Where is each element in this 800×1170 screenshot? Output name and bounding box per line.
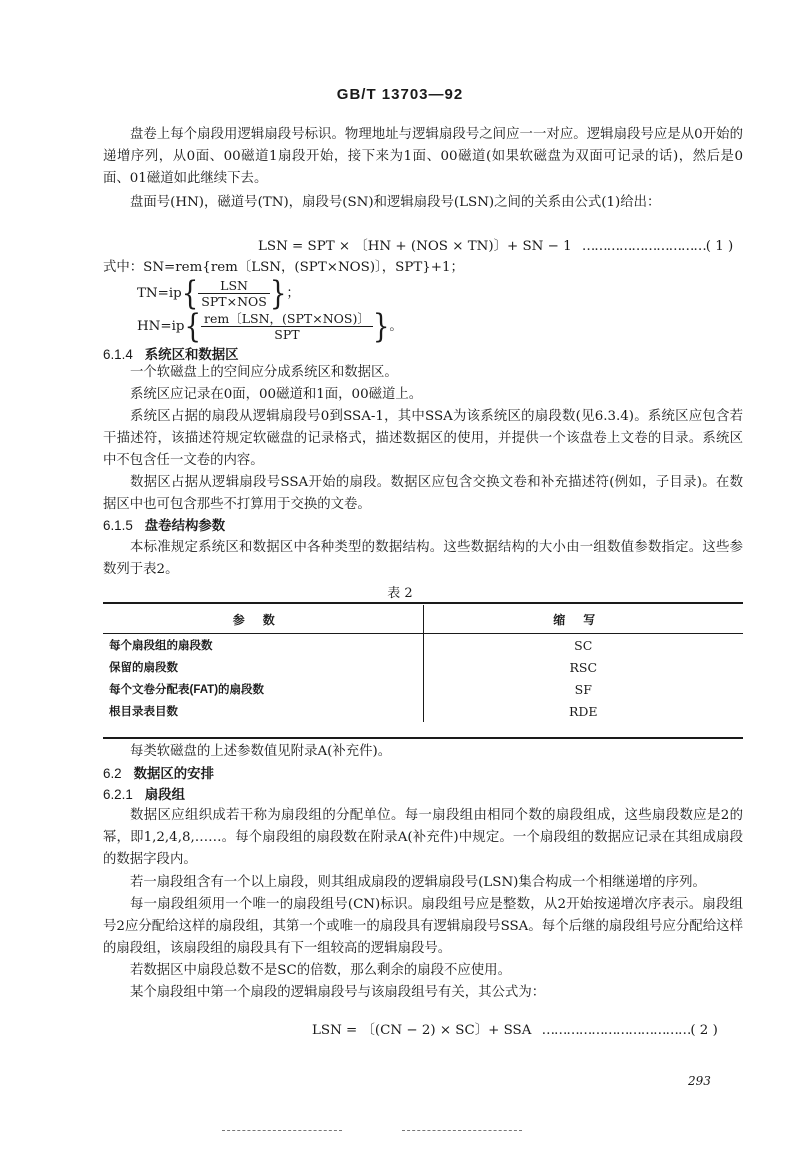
formula-2-number: ( 2 ) — [690, 1023, 718, 1038]
page-number: 293 — [688, 1074, 711, 1088]
column-header-param: 参数 — [103, 605, 423, 634]
paragraph-logical-sector: 盘卷上每个扇段用逻辑扇段号标识。物理地址与逻辑扇段号之间应一一对应。逻辑扇段号应是从0开始的递增序列，从0面、00磁道1扇段开始，接下来为1面、00磁道(如果软磁盘为双面可记录的话)，然后是0面、01磁道如此继续下去。 — [103, 127, 743, 186]
table-row — [103, 678, 743, 700]
section-number: 6.1.4 — [103, 347, 133, 362]
tn-fraction — [198, 278, 270, 309]
table-header-row — [103, 605, 743, 634]
formula-2-body: LSN = 〔(CN − 2) × SC〕+ SSA — [312, 1023, 532, 1038]
section-number: 6.1.5 — [103, 518, 133, 533]
formula-1-body: LSN = SPT × 〔HN + (NOS × TN)〕+ SN − 1 — [258, 239, 572, 254]
tn-numerator: LSN — [198, 278, 270, 294]
table-caption: 表 2 — [387, 586, 413, 601]
paragraph-relation-intro: 盘面号(HN)，磁道号(TN)，扇段号(SN)和逻辑扇段号(LSN)之间的关系由公式(1)给出： — [130, 195, 661, 210]
tn-end: ； — [286, 286, 300, 301]
paragraph: 若一扇段组含有一个以上扇段，则其组成扇段的逻辑扇段号(LSN)集合构成一个相继递增的序列。 — [130, 875, 706, 890]
table-note: 每类软磁盘的上述参数值见附录A(补充件)。 — [130, 744, 392, 759]
section-number: 6.2 — [103, 766, 122, 781]
left-brace: { — [184, 307, 202, 346]
paragraph: 每一扇段组须用一个唯一的扇段组号(CN)标识。扇段组号应是整数，从2开始按递增次序表示。扇段组号2应分配给这样的扇段组，其第一个或唯一的扇段具有逻辑扇段号SSA。每个后继的扇段组号应分配给这样的扇段组，该扇段组的扇段具有下一组较高的逻辑扇段号。 — [103, 897, 743, 956]
hn-fraction — [201, 311, 373, 342]
section-6-2-heading — [103, 764, 214, 785]
hn-lhs: HN=ip — [137, 319, 185, 334]
table-cell-param: 保留的扇段数 — [109, 662, 178, 674]
section-title: 数据区的安排 — [133, 766, 214, 781]
where-hn — [137, 307, 403, 346]
section-number: 6.2.1 — [103, 787, 133, 802]
table-cell-abbr: RSC — [423, 656, 743, 678]
paragraph: 系统区占据的扇段从逻辑扇段号0到SSA-1，其中SSA为该系统区的扇段数(见6.3.4)。系统区应包含若干描述符，该描述符规定软磁盘的记录格式，描述数据区的使用，并提供一个该盘卷上文卷的目录。系统区中不包含任一文卷的内容。 — [103, 409, 743, 468]
table-cell-param: 每个文卷分配表(FAT)的扇段数 — [109, 684, 265, 696]
formula-1-dots: ………………………… — [581, 239, 706, 254]
formula-1 — [258, 237, 733, 257]
table-row — [103, 634, 743, 657]
formula-2-dots: ……………………………… — [541, 1023, 691, 1038]
page-header: GB/T 13703—92 — [336, 86, 464, 103]
formula-2 — [312, 1021, 718, 1041]
table-cell-abbr: SC — [423, 634, 743, 657]
left-brace: { — [181, 274, 199, 313]
section-title: 扇段组 — [144, 787, 185, 802]
table-cell-abbr: RDE — [423, 700, 743, 722]
paragraph: 本标准规定系统区和数据区中各种类型的数据结构。这些数据结构的大小由一组数值参数指定。这些参数列于表2。 — [103, 540, 743, 577]
right-brace: } — [269, 274, 287, 313]
table-row — [103, 700, 743, 722]
footer-rule-left — [222, 1130, 342, 1131]
hn-numerator: rem〔LSN，(SPT×NOS)〕 — [201, 311, 373, 327]
paragraph: 若数据区中扇段总数不是SC的倍数，那么剩余的扇段不应使用。 — [130, 963, 511, 978]
parameters-table — [103, 605, 743, 722]
section-6-1-5-heading — [103, 516, 225, 537]
paragraph: 一个软磁盘上的空间应分成系统区和数据区。 — [130, 365, 398, 380]
paragraph: 数据区占据从逻辑扇段号SSA开始的扇段。数据区应包含交换文卷和补充描述符(例如，子目录)。在数据区中也可包含那些不打算用于交换的文卷。 — [103, 475, 743, 512]
hn-denominator: SPT — [274, 327, 300, 342]
footer-rule-right — [402, 1130, 522, 1131]
right-brace: } — [372, 307, 390, 346]
tn-lhs: TN=ip — [137, 286, 182, 301]
table-cell-param: 每个扇段组的扇段数 — [109, 640, 213, 652]
where-sn: 式中：SN=rem{rem〔LSN，(SPT×NOS)〕，SPT}+1； — [103, 260, 464, 275]
where-tn — [137, 274, 300, 313]
column-header-abbr: 缩写 — [423, 605, 743, 634]
section-title: 系统区和数据区 — [144, 347, 239, 362]
formula-1-number: ( 1 ) — [705, 239, 734, 254]
paragraph: 数据区应组织成若干称为扇段组的分配单位。每一扇段组由相同个数的扇段组成，这些扇段数应是2的幂，即1,2,4,8,……。每个扇段组的扇段数在附录A(补充件)中规定。一个扇段组的数据应记录在其组成扇段的数据字段内。 — [103, 808, 743, 867]
table-cell-param: 根目录表目数 — [109, 706, 178, 718]
table-row — [103, 656, 743, 678]
section-6-2-1-heading — [103, 785, 185, 806]
section-title: 盘卷结构参数 — [144, 518, 226, 533]
table-cell-abbr: SF — [423, 678, 743, 700]
paragraph: 某个扇段组中第一个扇段的逻辑扇段号与该扇段组号有关，其公式为： — [130, 985, 546, 1000]
hn-end: 。 — [389, 319, 403, 334]
paragraph: 系统区应记录在0面，00磁道和1面，00磁道上。 — [130, 387, 423, 402]
tn-denominator: SPT×NOS — [201, 294, 267, 309]
